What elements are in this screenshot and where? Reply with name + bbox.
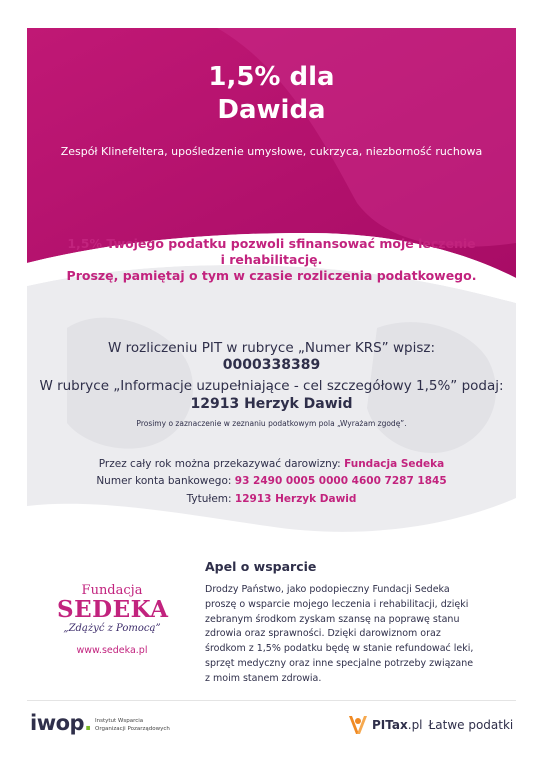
appeal-line2: i rehabilitację.	[220, 252, 323, 267]
iwop-subtitle	[95, 717, 195, 733]
iwop-logo	[30, 711, 92, 735]
goal-value: 12913 Herzyk Dawid	[190, 396, 353, 412]
pitax-logo	[348, 713, 513, 737]
pitax-name: PITax	[372, 718, 408, 732]
iwop-logo-dot: .	[84, 711, 92, 735]
donation-foundation-row	[27, 458, 516, 470]
iwop-subtitle-line1: Instytut Wsparcia	[95, 718, 144, 724]
transfer-title-value: 12913 Herzyk Dawid	[234, 493, 357, 505]
appeal-line3: Proszę, pamiętaj o tym w czasie rozliczenia podatkowego.	[66, 268, 477, 283]
krs-number: 0000338389	[222, 357, 321, 373]
consent-note: Prosimy o zaznaczenie w zeznaniu podatkowym pola „Wyrażam zgodę”.	[136, 419, 407, 428]
pitax-v-icon	[348, 714, 368, 736]
poster-title-line2: Dawida	[217, 95, 326, 125]
donation-foundation-value: Fundacja Sedeka	[344, 458, 445, 470]
iwop-logo-text: iwop	[30, 711, 85, 735]
footer-divider	[27, 700, 516, 701]
appeal-text	[27, 236, 516, 284]
apel-body-text: Drodzy Państwo, jako podopieczny Fundacji Sedeka proszę o wsparcie mojego leczenia i rehabilitacji, dzięki zebranym środkom zyskam szansę na poprawę stanu zdrowia oraz sprawności. Dzięki darowiznom oraz środkom z 1,5% podatku będę w stanie refundować leki, sprzęt medyczny oraz inne specjalne potrzeby związane z moim stanem zdrowia.	[205, 584, 474, 684]
bank-account-label: Numer konta bankowego:	[96, 475, 232, 487]
transfer-title-row	[27, 493, 516, 505]
sedeka-logo	[57, 584, 167, 636]
pitax-wordmark	[372, 718, 423, 732]
sedeka-logo-top: Fundacja	[81, 583, 143, 598]
donation-foundation-label: Przez cały rok można przekazywać darowizny:	[98, 458, 341, 470]
sedeka-logo-motto: „Zdążyć z Pomocą”	[63, 623, 161, 634]
poster-banner	[27, 28, 516, 548]
iwop-subtitle-line2: Organizacji Pozarządowych	[95, 726, 170, 732]
pitax-tagline: Łatwe podatki	[428, 718, 514, 732]
transfer-title-label: Tytułem:	[186, 493, 232, 505]
sedeka-url-link[interactable]: www.sedeka.pl	[76, 645, 148, 656]
bank-account-row	[27, 475, 516, 487]
appeal-line1: 1,5% Twojego podatku pozwoli sfinansować moje leczenie	[67, 236, 476, 251]
bank-account-value: 93 2490 0005 0000 4600 7287 1845	[234, 475, 447, 487]
apel-heading: Apel o wsparcie	[205, 559, 317, 574]
goal-instruction: W rubryce „Informacje uzupełniające - cel szczegółowy 1,5%” podaj:	[39, 378, 504, 394]
diagnosis-subtitle: Zespół Klinefeltera, upośledzenie umysłowe, cukrzyca, niezborność ruchowa	[60, 145, 483, 158]
pitax-suffix: .pl	[407, 718, 423, 732]
poster-title-line1: 1,5% dla	[208, 62, 335, 92]
krs-instruction: W rozliczeniu PIT w rubryce „Numer KRS” wpisz:	[108, 340, 435, 356]
sedeka-logo-name: SEDEKA	[57, 596, 169, 623]
